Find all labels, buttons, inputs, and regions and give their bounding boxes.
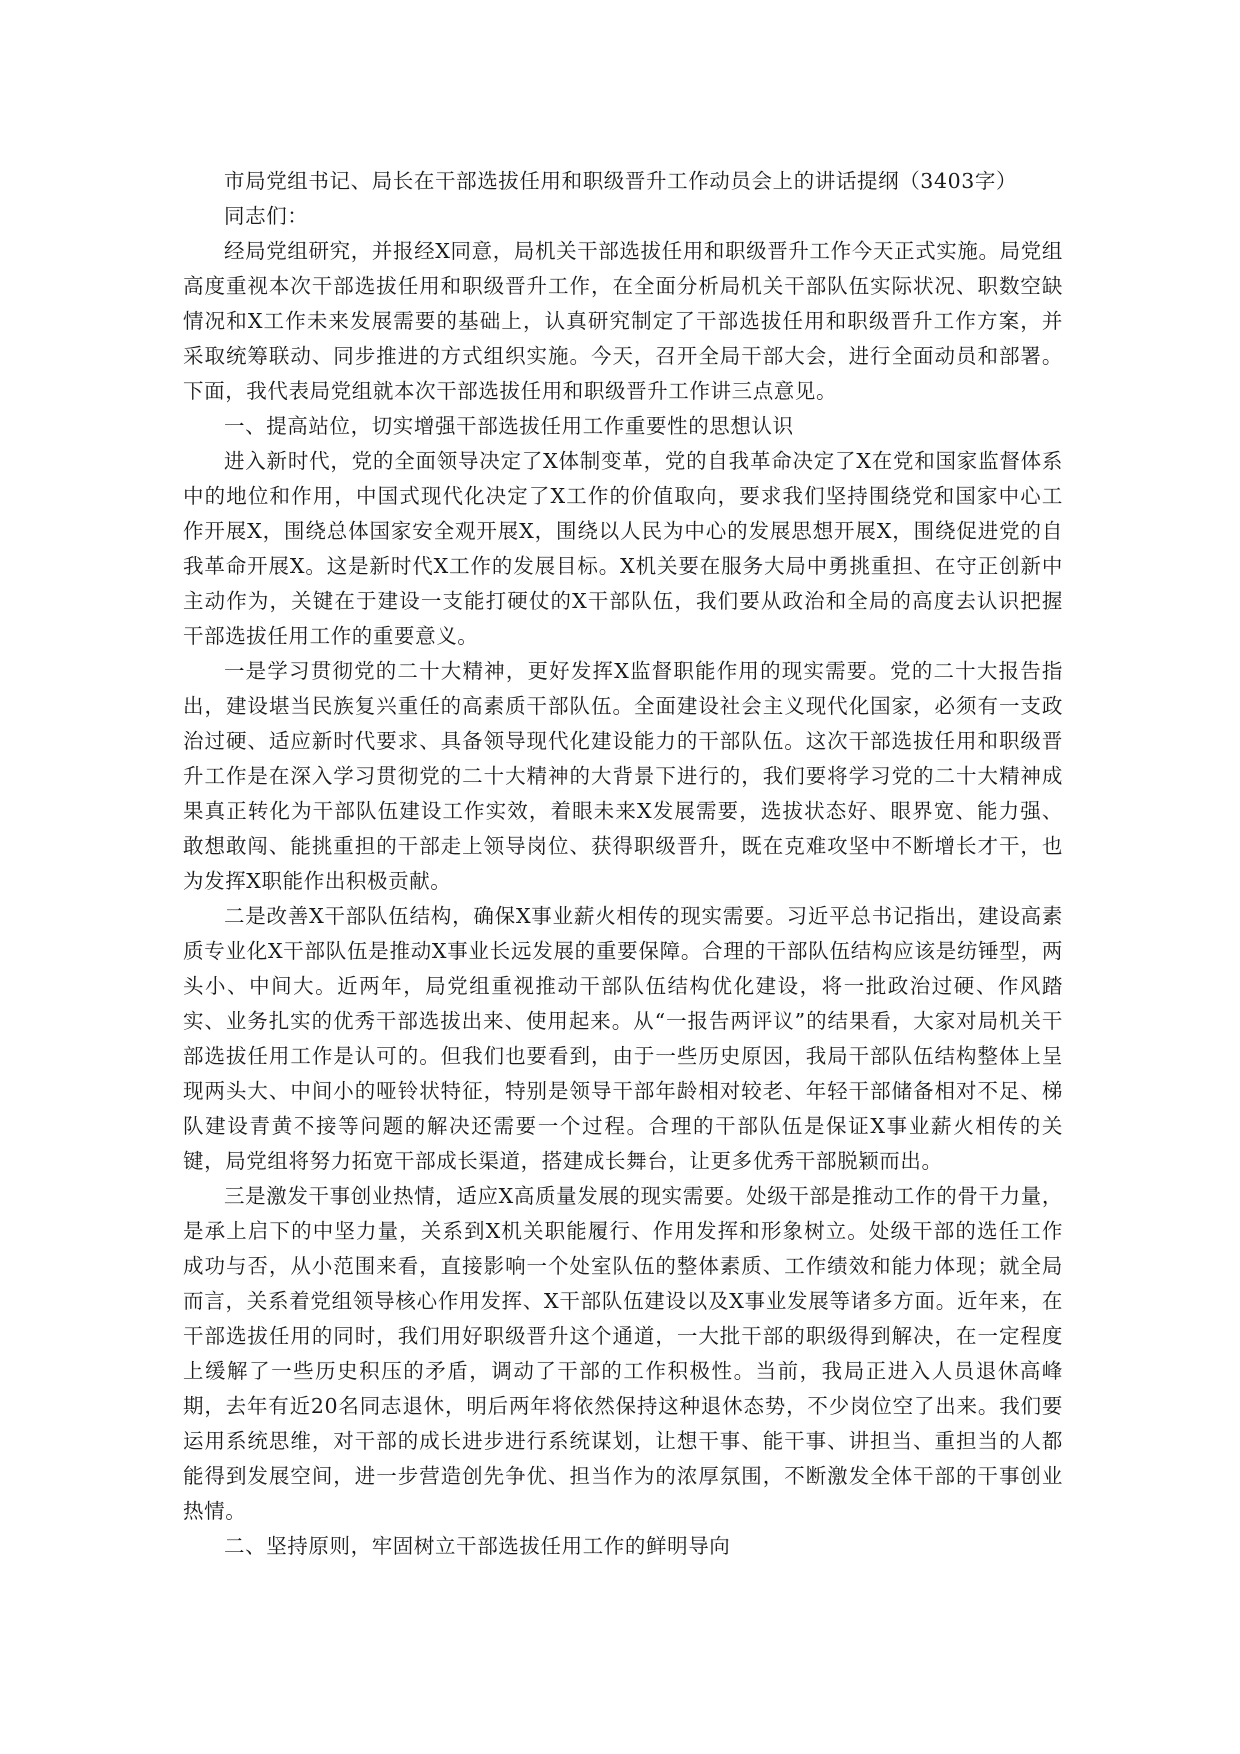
- paragraph-intro: 经局党组研究，并报经X同意，局机关干部选拔任用和职级晋升工作今天正式实施。局党组高度重视本次干部选拔任用和职级晋升工作，在全面分析局机关干部队伍实际状况、职数空缺情况和X工作未来发展需要的基础上，认真研究制定了干部选拔任用和职级晋升工作方案，并采取统筹联动、同步推进的方式组织实施。今天，召开全局干部大会，进行全面动员和部署。下面，我代表局党组就本次干部选拔任用和职级晋升工作讲三点意见。: [183, 239, 1063, 403]
- paragraph-point-2: 二是改善X干部队伍结构，确保X事业薪火相传的现实需要。习近平总书记指出，建设高素质专业化X干部队伍是推动X事业长远发展的重要保障。合理的干部队伍结构应该是纺锤型，两头小、中间大。近两年，局党组重视推动干部队伍结构优化建设，将一批政治过硬、作风踏实、业务扎实的优秀干部选拔出来、使用起来。从“一报告两评议”的结果看，大家对局机关干部选拔任用工作是认可的。但我们也要看到，由于一些历史原因，我局干部队伍结构整体上呈现两头大、中间小的哑铃状特征，特别是领导干部年龄相对较老、年轻干部储备相对不足、梯队建设青黄不接等问题的解决还需要一个过程。合理的干部队伍是保证X事业薪火相传的关键，局党组将努力拓宽干部成长渠道，搭建成长舞台，让更多优秀干部脱颖而出。: [183, 904, 1063, 1173]
- paragraph-new-era: 进入新时代，党的全面领导决定了X体制变革，党的自我革命决定了X在党和国家监督体系中的地位和作用，中国式现代化决定了X工作的价值取向，要求我们坚持围绕党和国家中心工作开展X，围绕总体国家安全观开展X，围绕以人民为中心的发展思想开展X，围绕促进党的自我革命开展X。这是新时代X工作的发展目标。X机关要在服务大局中勇挑重担、在守正创新中主动作为，关键在于建设一支能打硬仗的X干部队伍，我们要从政治和全局的高度去认识把握干部选拔任用工作的重要意义。: [183, 449, 1063, 648]
- section-heading-1: 一、提高站位，切实增强干部选拔任用工作重要性的思想认识: [224, 414, 794, 438]
- salutation: 同志们：: [224, 204, 309, 228]
- paragraph-point-1: 一是学习贯彻党的二十大精神，更好发挥X监督职能作用的现实需要。党的二十大报告指出，建设堪当民族复兴重任的高素质干部队伍。全面建设社会主义现代化国家，必须有一支政治过硬、适应新时代要求、具备领导现代化建设能力的干部队伍。这次干部选拔任用和职级晋升工作是在深入学习贯彻党的二十大精神的大背景下进行的，我们要将学习党的二十大精神成果真正转化为干部队伍建设工作实效，着眼未来X发展需要，选拔状态好、眼界宽、能力强、敢想敢闯、能挑重担的干部走上领导岗位、获得职级晋升，既在克难攻坚中不断增长才干，也为发挥X职能作出积极贡献。: [183, 659, 1063, 893]
- document-title: 市局党组书记、局长在干部选拔任用和职级晋升工作动员会上的讲话提纲（3403字）: [224, 169, 1018, 193]
- paragraph-point-3: 三是激发干事创业热情，适应X高质量发展的现实需要。处级干部是推动工作的骨干力量，是承上启下的中坚力量，关系到X机关职能履行、作用发挥和形象树立。处级干部的选任工作成功与否，从小范围来看，直接影响一个处室队伍的整体素质、工作绩效和能力体现；就全局而言，关系着党组领导核心作用发挥、X干部队伍建设以及X事业发展等诸多方面。近年来，在干部选拔任用的同时，我们用好职级晋升这个通道，一大批干部的职级得到解决，在一定程度上缓解了一些历史积压的矛盾，调动了干部的工作积极性。当前，我局正进入人员退休高峰期，去年有近20名同志退休，明后两年将依然保持这种退休态势，不少岗位空了出来。我们要运用系统思维，对干部的成长进步进行系统谋划，让想干事、能干事、讲担当、重担当的人都能得到发展空间，进一步营造创先争优、担当作为的浓厚氛围，不断激发全体干部的干事创业热情。: [183, 1184, 1063, 1523]
- document-body: [183, 164, 1063, 1564]
- section-heading-2: 二、坚持原则，牢固树立干部选拔任用工作的鲜明导向: [224, 1534, 731, 1558]
